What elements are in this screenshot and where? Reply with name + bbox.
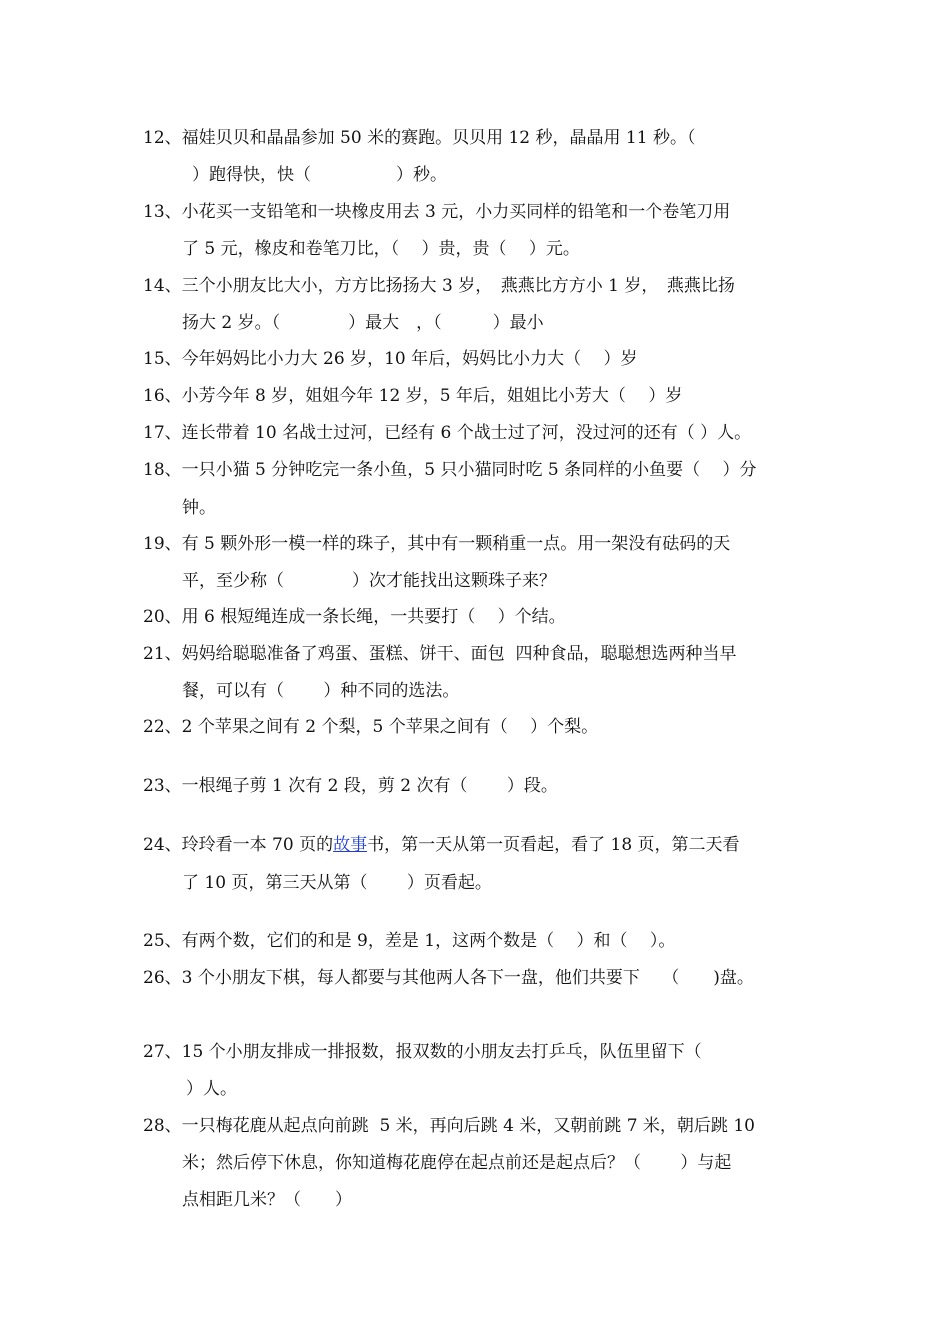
question-text: 玲玲看一本 70 页的 [181, 835, 334, 855]
question-text: 有两个数，它们的和是 9，差是 1，这两个数是（ ）和（ ）。 [181, 931, 676, 951]
question-text: 有 5 颗外形一模一样的珠子，其中有一颗稍重一点。用一架没有砝码的天 [181, 534, 731, 554]
question-text: 3 个小朋友下棋，每人都要与其他两人各下一盘，他们共要下 （ )盘。 [181, 968, 754, 988]
question-number: 20、 [143, 607, 182, 627]
question-number: 17、 [143, 423, 182, 443]
question-text: 15 个小朋友排成一排报数，报双数的小朋友去打乒乓，队伍里留下（ [181, 1042, 702, 1062]
question-17 [143, 421, 751, 445]
question-text: 一根绳子剪 1 次有 2 段，剪 2 次有（ ）段。 [181, 776, 558, 796]
question-18 [143, 458, 757, 482]
question-14 [143, 274, 735, 298]
question-number: 21、 [143, 644, 182, 664]
question-text: 用 6 根短绳连成一条长绳，一共要打（ ）个结。 [181, 607, 566, 627]
question-18-cont: 钟。 [182, 498, 216, 518]
question-13 [143, 200, 730, 224]
question-number: 27、 [143, 1042, 182, 1062]
question-number: 28、 [143, 1116, 182, 1136]
question-number: 16、 [143, 386, 182, 406]
story-link[interactable]: 故事 [333, 835, 368, 855]
question-24-cont: 了 10 页，第三天从第（ ）页看起。 [182, 873, 492, 893]
question-number: 13、 [143, 202, 182, 222]
question-28-cont: 点相距几米？（ ） [182, 1190, 352, 1210]
question-12-cont: ）跑得快，快（ ）秒。 [192, 165, 447, 185]
question-25 [143, 929, 675, 953]
question-number: 19、 [143, 534, 182, 554]
question-number: 22、 [143, 717, 182, 737]
question-28-cont: 米；然后停下休息，你知道梅花鹿停在起点前还是起点后？（ ）与起 [182, 1153, 732, 1173]
question-22 [143, 715, 598, 739]
question-number: 25、 [143, 931, 182, 951]
question-text: 三个小朋友比大小，方方比扬扬大 3 岁， 燕燕比方方小 1 岁， 燕燕比扬 [181, 276, 735, 296]
question-16 [143, 384, 682, 408]
question-text: 2 个苹果之间有 2 个梨，5 个苹果之间有（ ）个梨。 [181, 717, 599, 737]
question-text: 小芳今年 8 岁，姐姐今年 12 岁，5 年后，姐姐比小芳大（ ）岁 [181, 386, 683, 406]
question-12 [143, 126, 695, 150]
question-text: 一只梅花鹿从起点向前跳 5 米，再向后跳 4 米，又朝前跳 7 米，朝后跳 10 [181, 1116, 755, 1136]
question-text: 妈妈给聪聪准备了鸡蛋、蛋糕、饼干、面包 四种食品，聪聪想选两种当早 [181, 644, 737, 664]
question-28 [143, 1114, 755, 1138]
question-27 [143, 1040, 702, 1064]
question-15 [143, 347, 638, 371]
question-text: 连长带着 10 名战士过河，已经有 6 个战士过了河，没过河的还有（ ）人。 [181, 423, 752, 443]
question-number: 18、 [143, 460, 182, 480]
question-27-cont: ）人。 [186, 1079, 237, 1099]
question-13-cont: 了 5 元，橡皮和卷笔刀比，（ ）贵，贵（ ）元。 [182, 239, 580, 259]
question-24 [143, 833, 740, 857]
question-14-cont: 扬大 2 岁。（ ）最大 ，（ ）最小 [182, 313, 544, 333]
question-number: 26、 [143, 968, 182, 988]
question-21 [143, 642, 736, 666]
question-text: 小花买一支铅笔和一块橡皮用去 3 元，小力买同样的铅笔和一个卷笔刀用 [181, 202, 731, 222]
question-number: 23、 [143, 776, 182, 796]
question-20 [143, 605, 566, 629]
question-21-cont: 餐，可以有（ ）种不同的选法。 [182, 681, 460, 701]
question-text: 福娃贝贝和晶晶参加 50 米的赛跑。贝贝用 12 秒，晶晶用 11 秒。（ [181, 128, 696, 148]
question-number: 12、 [143, 128, 182, 148]
question-text: 书，第一天从第一页看起，看了 18 页，第二天看 [367, 835, 740, 855]
question-number: 15、 [143, 349, 182, 369]
question-19-cont: 平，至少称（ ）次才能找出这颗珠子来？ [182, 571, 556, 591]
question-number: 24、 [143, 835, 182, 855]
question-23 [143, 774, 558, 798]
question-26 [143, 966, 754, 990]
question-number: 14、 [143, 276, 182, 296]
question-text: 今年妈妈比小力大 26 岁，10 年后，妈妈比小力大（ ）岁 [181, 349, 638, 369]
question-19 [143, 532, 730, 556]
question-text: 一只小猫 5 分钟吃完一条小鱼，5 只小猫同时吃 5 条同样的小鱼要（ ）分 [181, 460, 757, 480]
